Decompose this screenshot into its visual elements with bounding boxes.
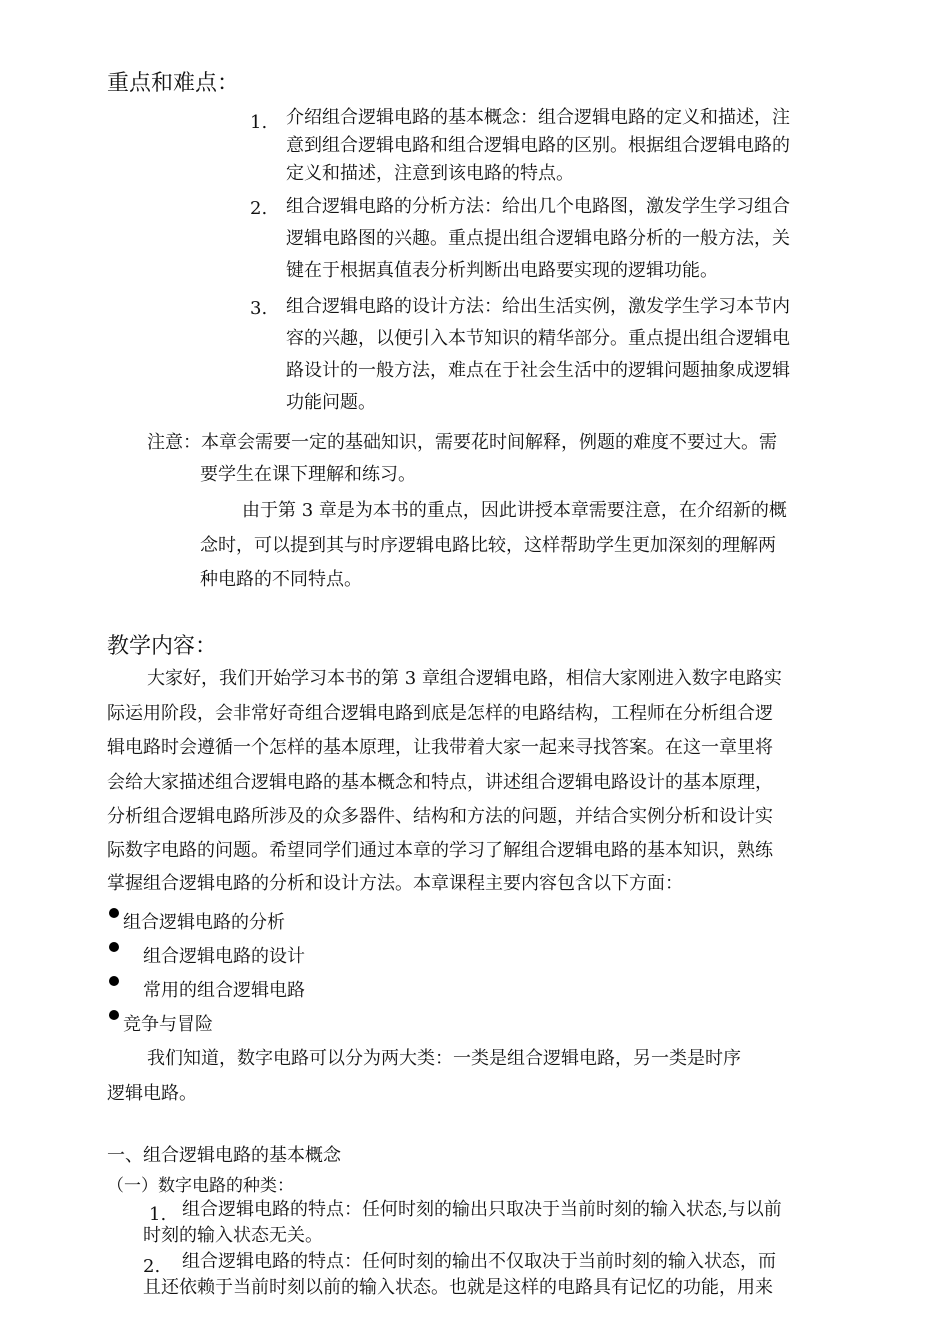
type-text: 组合逻辑电路的特点：任何时刻的输出不仅取决于当前时刻的输入状态，而: [182, 1251, 776, 1272]
bullet-dot: [109, 976, 119, 986]
bullet-item: 组合逻辑电路的设计: [143, 946, 305, 967]
note2-line: 种电路的不同特点。: [200, 569, 362, 590]
note2-line: 念时，可以提到其与时序逻辑电路比较，这样帮助学生更加深刻的理解两: [200, 535, 776, 556]
item-number: 2.: [250, 198, 268, 219]
section-title-content: 教学内容：: [107, 634, 218, 659]
heading-circuit-types: （一）数字电路的种类：: [107, 1176, 294, 1196]
intro-line: 辑电路时会遵循一个怎样的基本原理，让我带着大家一起来寻找答案。在这一章里将: [107, 737, 773, 758]
bullet-item: 组合逻辑电路的分析: [123, 912, 285, 933]
bullet-dot: [109, 908, 119, 918]
item-text: 介绍组合逻辑电路的基本概念：组合逻辑电路的定义和描述，注 意到组合逻辑电路和组合逻辑电路的区别。根据组合逻辑电路的 定义和描述，注意到该电路的特点。: [286, 107, 790, 184]
intro-line: 会给大家描述组合逻辑电路的基本概念和特点，讲述组合逻辑电路设计的基本原理，: [107, 772, 773, 793]
section-title-key-points: 重点和难点：: [107, 71, 240, 96]
note-line: 要学生在课下理解和练习。: [200, 464, 416, 485]
item-number: 1.: [250, 112, 268, 133]
type-text: 时刻的输入状态无关。: [143, 1225, 323, 1246]
bullet-item: 常用的组合逻辑电路: [143, 980, 305, 1001]
bullet-item: 竞争与冒险: [123, 1014, 213, 1035]
intro-line: 际运用阶段，会非常好奇组合逻辑电路到底是怎样的电路结构，工程师在分析组合逻: [107, 703, 773, 724]
intro-line: 际数字电路的问题。希望同学们通过本章的学习了解组合逻辑电路的基本知识，熟练: [107, 840, 773, 861]
bullet-dot: [109, 942, 119, 952]
intro-line: 分析组合逻辑电路所涉及的众多器件、结构和方法的问题，并结合实例分析和设计实: [107, 806, 773, 827]
bullet-dot: [109, 1010, 119, 1020]
type-number: 1.: [149, 1204, 167, 1225]
item-text: 组合逻辑电路的设计方法：给出生活实例，激发学生学习本节内 容的兴趣，以便引入本节知识的精华部分。重点提出组合逻辑电 路设计的一般方法，难点在于社会生活中的逻辑问题抽象成逻辑 功能问题。: [286, 296, 790, 413]
type-number: 2.: [143, 1256, 161, 1277]
type-text: 组合逻辑电路的特点：任何时刻的输出只取决于当前时刻的输入状态,与以前: [182, 1199, 782, 1220]
item-number: 3.: [250, 298, 268, 319]
note2-line: 由于第 3 章是为本书的重点，因此讲授本章需要注意，在介绍新的概: [242, 500, 787, 521]
para-line: 我们知道，数字电路可以分为两大类：一类是组合逻辑电路，另一类是时序: [147, 1048, 741, 1069]
note-line: 注意：本章会需要一定的基础知识，需要花时间解释，例题的难度不要过大。需: [147, 432, 777, 453]
intro-line: 大家好，我们开始学习本书的第 3 章组合逻辑电路，相信大家刚进入数字电路实: [147, 668, 782, 689]
heading-basic-concepts: 一、组合逻辑电路的基本概念: [107, 1145, 341, 1166]
type-text: 且还依赖于当前时刻以前的输入状态。也就是这样的电路具有记忆的功能，用来: [143, 1277, 773, 1298]
intro-line: 掌握组合逻辑电路的分析和设计方法。本章课程主要内容包含以下方面：: [107, 873, 683, 894]
item-text: 组合逻辑电路的分析方法：给出几个电路图，激发学生学习组合 逻辑电路图的兴趣。重点提出组合逻辑电路分析的一般方法，关 键在于根据真值表分析判断出电路要实现的逻辑功能。: [286, 196, 790, 281]
para-line: 逻辑电路。: [107, 1083, 197, 1104]
